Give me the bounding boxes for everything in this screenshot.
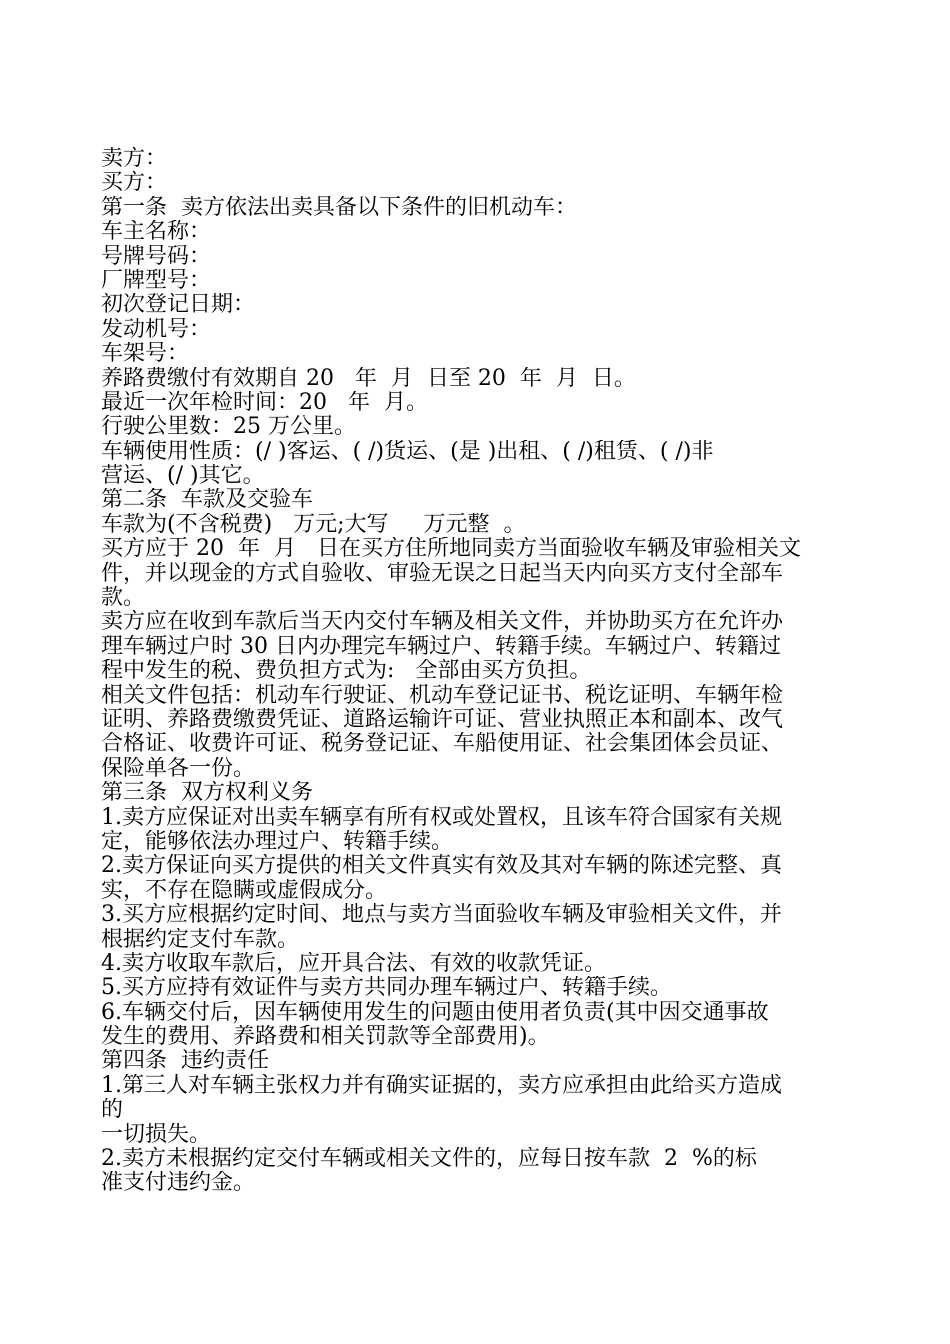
article-heading: 第二条 车款及交验车 [101, 488, 313, 513]
text-line: 的 [101, 1098, 124, 1123]
text-line: 3.买方应根据约定时间、地点与卖方当面验收车辆及审验相关文件，并 [101, 903, 782, 928]
text-line: 厂牌型号： [101, 268, 212, 293]
text-line: 相关文件包括：机动车行驶证、机动车登记证书、税讫证明、车辆年检 [101, 683, 784, 708]
text-line: 车款为(不含税费) 万元;大写 万元整 。 [101, 512, 526, 537]
text-line: 保险单各一份。 [101, 756, 256, 781]
text-line: 6.车辆交付后，因车辆使用发生的问题由使用者负责(其中因交通事故 [101, 1000, 769, 1025]
text-line: 一切损失。 [101, 1122, 212, 1147]
article-heading: 第一条 卖方依法出卖具备以下条件的旧机动车： [101, 195, 577, 220]
text-line: 2.卖方未根据约定交付车辆或相关文件的，应每日按车款 2 %的标 [101, 1147, 757, 1172]
text-line: 养路费缴付有效期自 20 年 月 日至 20 年 月 日。 [101, 366, 636, 391]
text-line: 件，并以现金的方式自验收、审验无误之日起当天内向买方支付全部车 [101, 561, 784, 586]
text-line: 理车辆过户时 30 日内办理完车辆过户、转籍手续。车辆过户、转籍过 [101, 634, 781, 659]
text-line: 1.卖方应保证对出卖车辆享有所有权或处置权，且该车符合国家有关规 [101, 805, 782, 830]
text-line: 车架号： [101, 342, 190, 367]
text-line: 根据约定支付车款。 [101, 927, 300, 952]
text-line: 4.卖方收取车款后，应开具合法、有效的收款凭证。 [101, 951, 606, 976]
text-line: 初次登记日期： [101, 293, 256, 318]
text-line: 营运、(/ )其它。 [101, 464, 265, 489]
text-line: 程中发生的税、费负担方式为: 全部由买方负担。 [101, 659, 592, 684]
text-line: 实，不存在隐瞒或虚假成分。 [101, 878, 388, 903]
text-line: 发生的费用、养路费和相关罚款等全部费用)。 [101, 1025, 550, 1050]
text-line: 行驶公里数：25 万公里。 [101, 415, 356, 440]
text-line: 车辆使用性质：(/ )客运、( /)货运、(是 )出租、( /)租赁、( /)非 [101, 439, 714, 464]
text-line: 款。 [101, 586, 146, 611]
text-line: 车主名称： [101, 220, 212, 245]
text-line: 准支付违约金。 [101, 1171, 256, 1196]
text-line: 2.卖方保证向买方提供的相关文件真实有效及其对车辆的陈述完整、真 [101, 854, 782, 879]
text-line: 发动机号： [101, 317, 212, 342]
article-heading: 第三条 双方权利义务 [101, 781, 313, 806]
contract-text [101, 147, 853, 1196]
article-heading: 第四条 违约责任 [101, 1049, 269, 1074]
text-line: 买方： [101, 171, 168, 196]
text-line: 合格证、收费许可证、税务登记证、车船使用证、社会集团体会员证、 [101, 732, 784, 757]
text-line: 定，能够依法办理过户、转籍手续。 [101, 829, 454, 854]
text-line: 证明、养路费缴费凭证、道路运输许可证、营业执照正本和副本、改气 [101, 707, 784, 732]
text-line: 1.第三人对车辆主张权力并有确实证据的，卖方应承担由此给买方造成 [101, 1073, 782, 1098]
text-line: 最近一次年检时间：20 年 月。 [101, 390, 428, 415]
text-line: 号牌号码： [101, 244, 212, 269]
text-line: 卖方应在收到车款后当天内交付车辆及相关文件，并协助买方在允许办 [101, 610, 784, 635]
text-line: 买方应于 20 年 月 日在买方住所地同卖方当面验收车辆及审验相关文 [101, 537, 801, 562]
text-line: 卖方： [101, 147, 168, 171]
text-line: 5.买方应持有效证件与卖方共同办理车辆过户、转籍手续。 [101, 976, 672, 1001]
